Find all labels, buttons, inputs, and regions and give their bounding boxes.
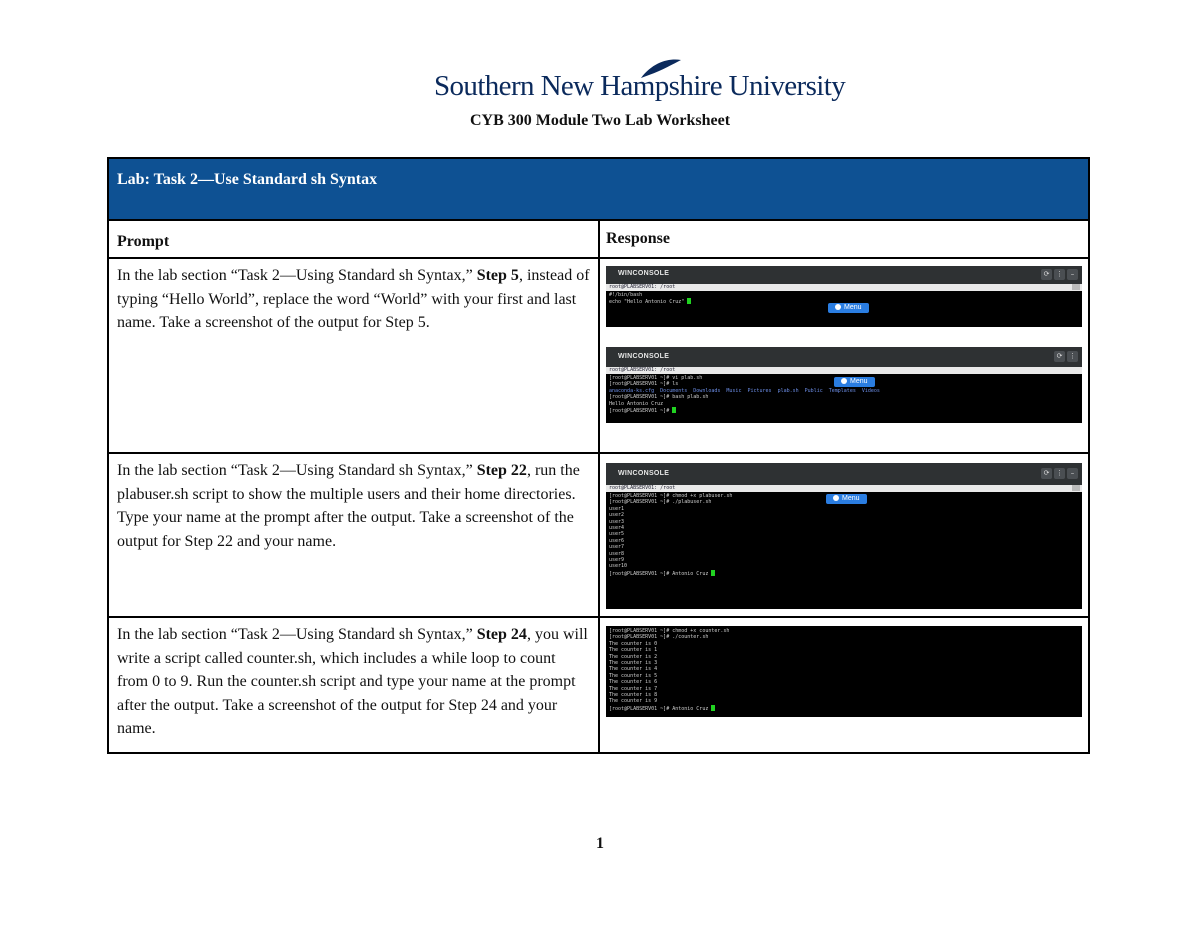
prompt-lead: In the lab section “Task 2—Using Standard sh Syntax,” xyxy=(117,267,477,284)
prompt-lead: In the lab section “Task 2—Using Standard sh Syntax,” xyxy=(117,462,477,479)
document-title: CYB 300 Module Two Lab Worksheet xyxy=(469,112,731,129)
terminal-line: The counter is 4 xyxy=(609,666,658,673)
terminal-line: The counter is 8 xyxy=(609,692,658,699)
terminal-line: user2 xyxy=(609,512,625,519)
console-title: WINCONSOLE xyxy=(618,353,670,360)
terminal-line: The counter is 1 xyxy=(609,647,658,654)
cursor xyxy=(711,570,715,576)
prompt-step: Step 5 xyxy=(476,267,519,284)
prompt-rest: , you will write a script called counter.sh, which includes a while loop to count from 0 to 9. Run the counter.sh script and type your name at the prompt after the output. Take a screenshot of the output for Step 24 and your name. xyxy=(117,626,588,737)
refresh-icon: ⟳ xyxy=(1054,351,1065,362)
terminal-line: #!/bin/bash xyxy=(609,292,643,298)
terminal-line: The counter is 5 xyxy=(609,672,658,679)
menu-button: Menu xyxy=(834,377,875,387)
console-tab xyxy=(606,367,1082,374)
terminal-line: anaconda-ks.cfg Documents Downloads Music Pictures plab.sh Public Templates Videos xyxy=(609,387,880,394)
table-row xyxy=(109,259,1088,454)
terminal-line: [root@PLABSERV01 ~]# Antonio Cruz xyxy=(609,570,1079,577)
terminal-line: The counter is 3 xyxy=(609,660,658,667)
table-title: Lab: Task 2—Use Standard sh Syntax xyxy=(109,159,1088,221)
more-icon: ⋮ xyxy=(1056,270,1063,278)
terminal-line: user3 xyxy=(609,518,625,525)
terminal-line: [root@PLABSERV01 ~]# bash plab.sh xyxy=(609,394,709,401)
terminal-line: echo "Hello Antonio Cruz" xyxy=(609,298,1079,305)
university-logo xyxy=(434,58,846,108)
more-icon: ⋮ xyxy=(1056,469,1063,477)
terminal-line: The counter is 2 xyxy=(609,653,658,660)
column-header-prompt: Prompt xyxy=(109,221,600,257)
terminal-line: Hello Antonio Cruz xyxy=(609,400,664,407)
terminal-screenshot xyxy=(606,626,1082,717)
terminal-line: The counter is 0 xyxy=(609,640,658,647)
terminal-line: [root@PLABSERV01 ~]# ls xyxy=(609,381,679,388)
console-title: WINCONSOLE xyxy=(618,470,670,477)
console-tab-label: root@PLABSERV01: /root xyxy=(609,284,676,290)
console-title: WINCONSOLE xyxy=(618,270,670,277)
terminal-line: user4 xyxy=(609,525,625,532)
terminal-screenshot xyxy=(606,266,1082,327)
console-tab xyxy=(606,284,1082,291)
column-header-response: Response xyxy=(606,230,671,247)
menu-button: Menu xyxy=(826,494,867,504)
console-tab-label: root@PLABSERV01: /root xyxy=(609,367,676,373)
terminal-line: [root@PLABSERV01 ~]# vi plab.sh xyxy=(609,375,703,381)
cursor xyxy=(672,407,676,413)
terminal-line: user6 xyxy=(609,537,625,544)
prompt-lead: In the lab section “Task 2—Using Standard sh Syntax,” xyxy=(117,626,477,643)
terminal-line: user10 xyxy=(609,563,628,570)
page-number: 1 xyxy=(596,835,604,852)
terminal-line: user8 xyxy=(609,550,625,557)
response-cell xyxy=(600,618,1088,752)
prompt-cell xyxy=(109,454,600,616)
console-tab xyxy=(606,485,1082,492)
console-titlebar xyxy=(606,463,1082,485)
terminal-line: [root@PLABSERV01 ~]# ./counter.sh xyxy=(609,634,709,641)
close-tab-icon xyxy=(1072,284,1080,290)
worksheet-table xyxy=(107,157,1090,754)
prompt-rest: , instead of typing “Hello World”, replace the word “World” with your first and last name. Take a screenshot of the output for Step 5. xyxy=(117,267,590,331)
terminal-screenshot xyxy=(606,347,1082,423)
terminal-line: [root@PLABSERV01 ~]# chmod +x plabuser.sh xyxy=(609,493,733,499)
terminal-screenshot xyxy=(606,463,1082,609)
terminal-line: The counter is 9 xyxy=(609,698,658,705)
terminal-line: [root@PLABSERV01 ~]# chmod +x counter.sh xyxy=(609,628,730,634)
refresh-icon: ⟳ xyxy=(1041,269,1052,280)
menu-button: Menu xyxy=(828,303,869,313)
terminal-line: The counter is 6 xyxy=(609,679,658,686)
terminal-line: user9 xyxy=(609,557,625,564)
terminal-line: [root@PLABSERV01 ~]# xyxy=(609,407,1079,414)
cursor xyxy=(711,705,715,711)
prompt-step: Step 24 xyxy=(476,626,527,643)
terminal-line: user7 xyxy=(609,544,625,551)
table-row xyxy=(109,618,1088,752)
prompt-step: Step 22 xyxy=(476,462,527,479)
terminal-line: user1 xyxy=(609,505,625,512)
prompt-cell xyxy=(109,618,600,752)
response-cell xyxy=(600,259,1088,452)
terminal-line: The counter is 7 xyxy=(609,685,658,692)
console-tab-label: root@PLABSERV01: /root xyxy=(609,485,676,491)
console-titlebar xyxy=(606,347,1082,367)
terminal-line: user5 xyxy=(609,531,625,538)
table-row xyxy=(109,454,1088,618)
table-header-row xyxy=(109,221,1088,259)
terminal-line: [root@PLABSERV01 ~]# Antonio Cruz xyxy=(609,705,1079,712)
cursor xyxy=(687,298,691,304)
prompt-rest: , run the plabuser.sh script to show the multiple users and their home directories. Type your name at the prompt after the output. Take a screenshot of the output for Step 22 and your name. xyxy=(117,462,580,550)
console-titlebar xyxy=(606,266,1082,284)
refresh-icon: ⟳ xyxy=(1041,468,1052,479)
more-icon: ⋮ xyxy=(1069,352,1076,360)
minimize-icon: – xyxy=(1067,269,1078,280)
university-name: Southern New Hampshire University xyxy=(434,70,846,102)
prompt-cell xyxy=(109,259,600,452)
response-cell xyxy=(600,454,1088,616)
minimize-icon: – xyxy=(1067,468,1078,479)
terminal-line: [root@PLABSERV01 ~]# ./plabuser.sh xyxy=(609,499,712,506)
close-tab-icon xyxy=(1072,485,1080,491)
